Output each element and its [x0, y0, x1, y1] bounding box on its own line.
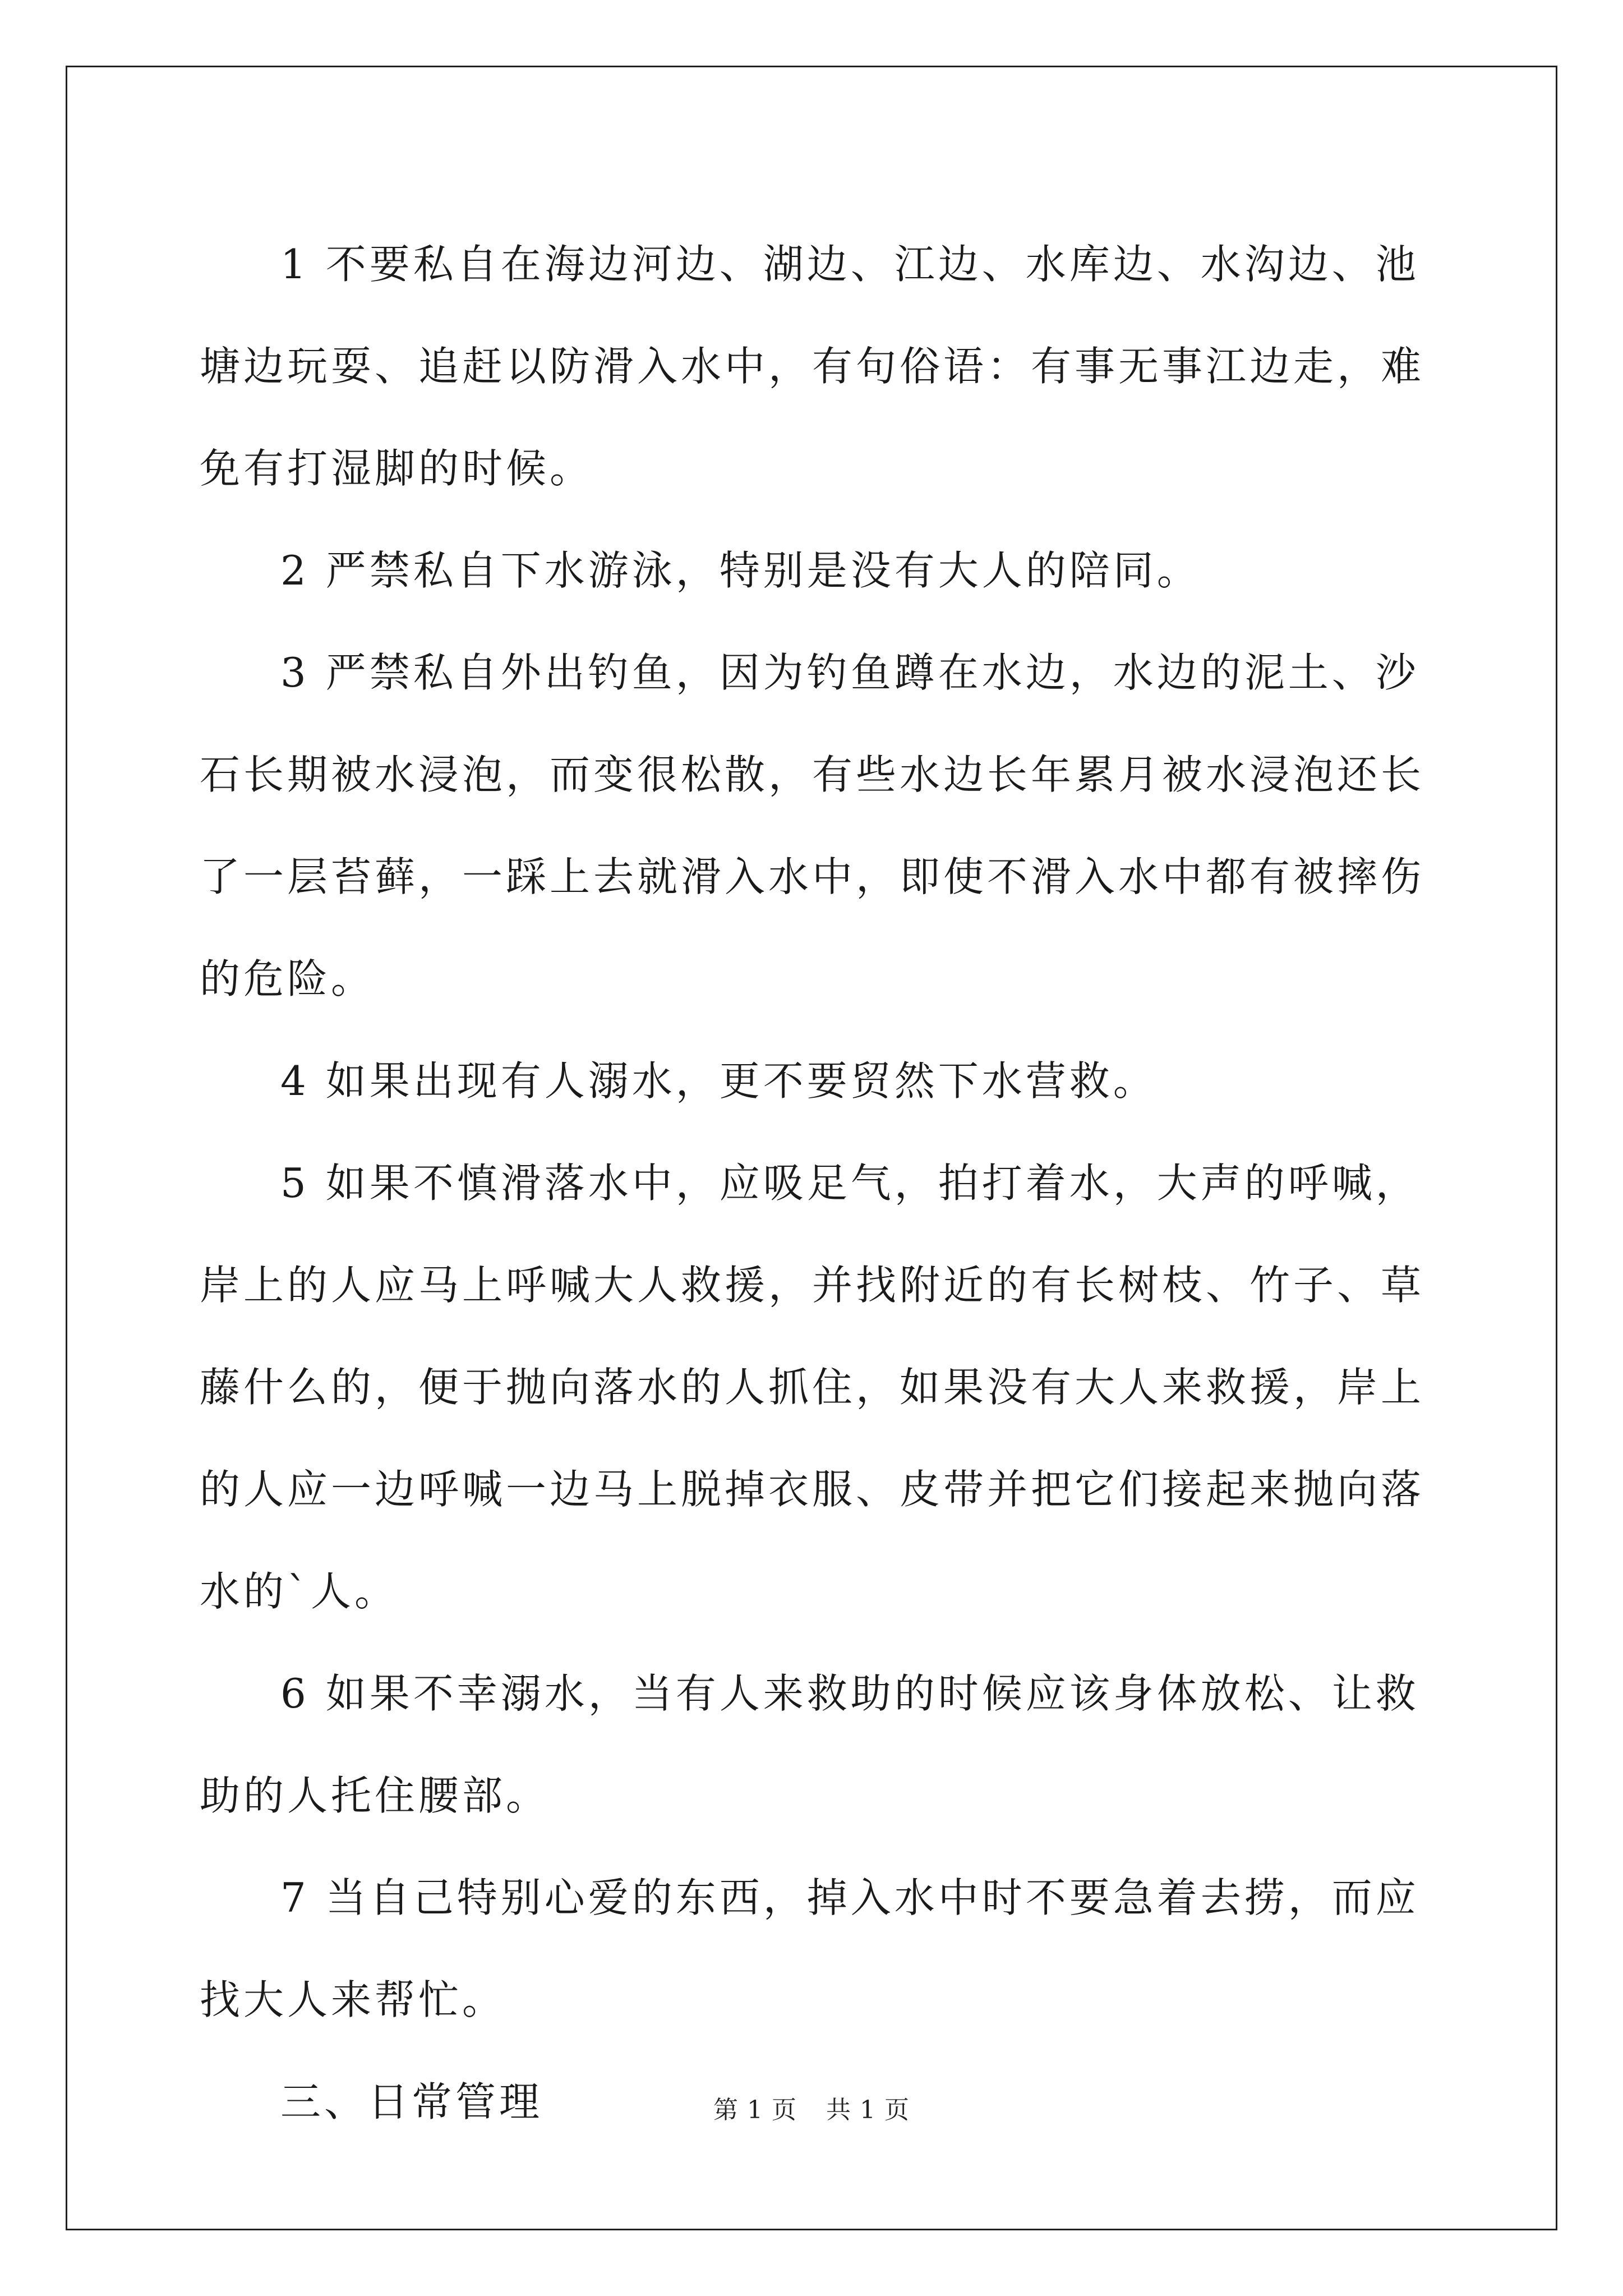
- paragraph-5: 5 如果不慎滑落水中，应吸足气，拍打着水，大声的呼喊，岸上的人应马上呼喊大人救援，并找附近的有长树枝、竹子、草藤什么的，便于抛向落水的人抓住，如果没有大人来救援，岸上的人应一边呼喊一边马上脱掉衣服、皮带并把它们接起来抛向落水的`人。: [200, 1159, 1425, 1615]
- paragraph-3: 3 严禁私自外出钓鱼，因为钓鱼蹲在水边，水边的泥土、沙石长期被水浸泡，而变很松散，有些水边长年累月被水浸泡还长了一层苔藓，一踩上去就滑入水中，即使不滑入水中都有被摔伤的危险。: [200, 649, 1425, 1002]
- paragraph-4: 4 如果出现有人溺水，更不要贸然下水营救。: [280, 1057, 1157, 1105]
- page-footer: [0, 2093, 1623, 2127]
- paragraph-2: 2 严禁私自下水游泳，特别是没有大人的陪同。: [280, 547, 1201, 594]
- section-heading: 三、日常管理: [280, 2078, 543, 2125]
- paragraph-6: 6 如果不幸溺水，当有人来救助的时候应该身体放松、让救助的人托住腰部。: [200, 1670, 1419, 1819]
- page-number: 第 1 页: [713, 2096, 797, 2124]
- paragraph-1: 1 不要私自在海边河边、湖边、江边、水库边、水沟边、池塘边玩耍、追赶以防滑入水中，有句俗语：有事无事江边走，难免有打湿脚的时候。: [200, 241, 1425, 492]
- document-body: [200, 213, 1433, 2153]
- paragraph-7: 7 当自己特别心爱的东西，掉入水中时不要急着去捞，而应找大人来帮忙。: [200, 1874, 1419, 2023]
- page-total: 共 1 页: [826, 2096, 910, 2124]
